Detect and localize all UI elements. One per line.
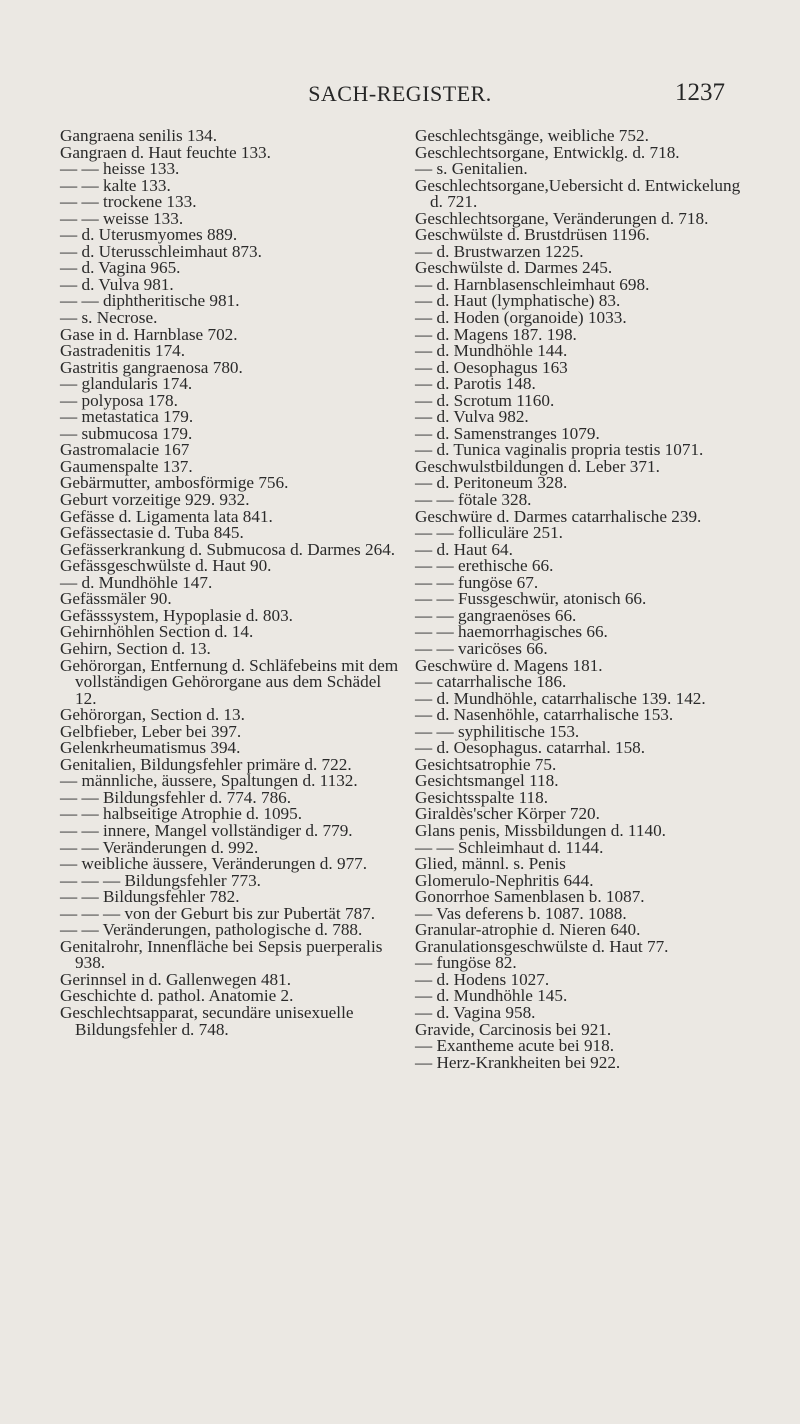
index-entry: — weibliche äussere, Veränderungen d. 977.: [60, 854, 368, 874]
index-entry: — s. Necrose.: [60, 308, 158, 328]
index-column-left: [60, 128, 400, 1038]
index-entry: — d. Mundhöhle 145.: [415, 986, 568, 1006]
index-entry: Geschwüre d. Darmes catarrhalische 239.: [415, 506, 702, 526]
index-entry: Geburt vorzeitige 929. 932.: [60, 490, 250, 510]
index-entry: — — folliculäre 251.: [415, 523, 563, 543]
index-entry: Gefässerkrankung d. Submucosa d. Darmes 264.: [60, 539, 396, 559]
index-entry: — d. Uterusschleimhaut 873.: [60, 241, 262, 261]
index-entry: — d. Nasenhöhle, catarrhalische 153.: [415, 705, 674, 725]
index-entry: — s. Genitalien.: [415, 159, 528, 179]
index-entry: — Exantheme acute bei 918.: [415, 1036, 615, 1056]
index-entry: Gastritis gangraenosa 780.: [60, 357, 243, 377]
index-entry: Gefässmäler 90.: [60, 589, 172, 609]
index-entry: — — — Bildungsfehler 773.: [60, 870, 261, 890]
index-entry: — — Veränderungen, pathologische d. 788.: [60, 920, 363, 940]
index-entry: Gangraena senilis 134.: [60, 126, 218, 145]
index-entry: — — heisse 133.: [60, 159, 180, 179]
index-entry: — — Bildungsfehler d. 774. 786.: [60, 787, 292, 807]
index-entry: Gastradenitis 174.: [60, 341, 186, 361]
page-header: [0, 0, 800, 110]
index-entry: — d. Mundhöhle 147.: [60, 572, 213, 592]
index-entry: Granulationsgeschwülste d. Haut 77.: [415, 936, 669, 956]
index-entry: — d. Uterusmyomes 889.: [60, 225, 238, 245]
index-entry: — — diphtheritische 981.: [60, 291, 240, 311]
index-entry: Gehörorgan, Section d. 13.: [60, 705, 245, 725]
index-entry: — — Schleimhaut d. 1144.: [415, 837, 604, 857]
index-entry: Geschlechtsgänge, weibliche 752.: [415, 126, 649, 145]
index-entry: — — innere, Mangel vollständiger d. 779.: [60, 820, 353, 840]
index-entry: — catarrhalische 186.: [415, 672, 567, 692]
index-entry: Geschlechtsorgane, Veränderungen d. 718.: [415, 208, 709, 228]
index-entry: — fungöse 82.: [415, 953, 517, 973]
index-entry: Gastromalacie 167: [60, 440, 190, 460]
index-entry: — glandularis 174.: [60, 374, 193, 394]
index-entry: Gerinnsel in d. Gallenwegen 481.: [60, 969, 292, 989]
index-entry: Geschwüre d. Magens 181.: [415, 655, 603, 675]
index-entry: Gaumenspalte 137.: [60, 456, 193, 476]
index-entry: — d. Parotis 148.: [415, 374, 536, 394]
index-entry: Genitalien, Bildungsfehler primäre d. 722.: [60, 754, 352, 774]
index-entry: Gefässectasie d. Tuba 845.: [60, 523, 244, 543]
index-entry: Gebärmutter, ambosförmige 756.: [60, 473, 289, 493]
index-entry: — männliche, äussere, Spaltungen d. 1132.: [60, 771, 358, 791]
index-entry: — polyposa 178.: [60, 390, 178, 410]
index-entry: — d. Magens 187. 198.: [415, 324, 577, 344]
index-entry: — d. Haut (lymphatische) 83.: [415, 291, 621, 311]
index-entry: Gelbfieber, Leber bei 397.: [60, 721, 242, 741]
index-column-right: [415, 128, 755, 1071]
index-entry: — — fötale 328.: [415, 490, 532, 510]
index-entry: Gravide, Carcinosis bei 921.: [415, 1019, 612, 1039]
index-entry: — d. Vulva 982.: [415, 407, 529, 427]
index-entry: — d. Hodens 1027.: [415, 969, 550, 989]
index-entry: Geschichte d. pathol. Anatomie 2.: [60, 986, 294, 1006]
index-entry: — — Bildungsfehler 782.: [60, 887, 240, 907]
index-entry: Gehirnhöhlen Section d. 14.: [60, 622, 254, 642]
index-entry: — — — von der Geburt bis zur Pubertät 787.: [60, 903, 376, 923]
index-entry: — — gangraenöses 66.: [415, 605, 577, 625]
index-entry: Glans penis, Missbildungen d. 1140.: [415, 820, 666, 840]
index-entry: — — Veränderungen d. 992.: [60, 837, 259, 857]
index-entry: — d. Mundhöhle, catarrhalische 139. 142.: [415, 688, 706, 708]
index-entry: Genitalrohr, Innenfläche bei Sepsis puerperalis 938.: [60, 936, 383, 973]
index-entry: Geschlechtsapparat, secundäre unisexuelle Bildungsfehler d. 748.: [60, 1002, 354, 1039]
index-entry: — d. Tunica vaginalis propria testis 1071.: [415, 440, 704, 460]
index-entry: Geschlechtsorgane,Uebersicht d. Entwickelung d. 721.: [415, 175, 741, 212]
index-entry: Gefässgeschwülste d. Haut 90.: [60, 556, 272, 576]
index-entry: Gesichtsatrophie 75.: [415, 754, 557, 774]
index-entry: — Vas deferens b. 1087. 1088.: [415, 903, 627, 923]
index-entry: — — varicöses 66.: [415, 638, 548, 658]
index-entry: — — fungöse 67.: [415, 572, 539, 592]
index-entry: — d. Brustwarzen 1225.: [415, 241, 584, 261]
index-entry: — — erethische 66.: [415, 556, 554, 576]
index-entry: Glomerulo-Nephritis 644.: [415, 870, 594, 890]
index-entry: Gelenkrheumatismus 394.: [60, 738, 241, 758]
index-entry: — — haemorrhagisches 66.: [415, 622, 608, 642]
index-entry: — d. Oesophagus 163: [415, 357, 568, 377]
index-entry: — d. Vagina 958.: [415, 1002, 536, 1022]
index-entry: — d. Vagina 965.: [60, 258, 181, 278]
index-entry: Gesichtsmangel 118.: [415, 771, 559, 791]
index-entry: Gonorrhoe Samenblasen b. 1087.: [415, 887, 645, 907]
index-entry: Granular-atrophie d. Nieren 640.: [415, 920, 641, 940]
index-entry: — d. Oesophagus. catarrhal. 158.: [415, 738, 646, 758]
index-entry: — — trockene 133.: [60, 192, 197, 212]
index-entry: Geschlechtsorgane, Entwicklg. d. 718.: [415, 142, 680, 162]
index-entry: Geschwulstbildungen d. Leber 371.: [415, 456, 660, 476]
index-entry: — d. Harnblasenschleimhaut 698.: [415, 274, 650, 294]
index-entry: — d. Haut 64.: [415, 539, 513, 559]
index-entry: — — kalte 133.: [60, 175, 171, 195]
index-entry: Gehörorgan, Entfernung d. Schläfebeins mit dem vollständigen Gehörorgane aus dem Schädel 12.: [60, 655, 399, 708]
index-entry: — — weisse 133.: [60, 208, 184, 228]
index-entry: Gesichtsspalte 118.: [415, 787, 549, 807]
index-entry: Geschwülste d. Brustdrüsen 1196.: [415, 225, 650, 245]
index-entry: Gehirn, Section d. 13.: [60, 638, 211, 658]
index-entry: — — syphilitische 153.: [415, 721, 580, 741]
index-entry: — d. Peritoneum 328.: [415, 473, 568, 493]
index-entry: — d. Hoden (organoide) 1033.: [415, 308, 627, 328]
index-entry: — d. Vulva 981.: [60, 274, 174, 294]
index-entry: — submucosa 179.: [60, 423, 193, 443]
index-entry: Gangraen d. Haut feuchte 133.: [60, 142, 271, 162]
index-entry: — metastatica 179.: [60, 407, 194, 427]
index-entry: Geschwülste d. Darmes 245.: [415, 258, 613, 278]
index-entry: — d. Scrotum 1160.: [415, 390, 555, 410]
index-entry: — — Fussgeschwür, atonisch 66.: [415, 589, 647, 609]
page-number: 1237: [675, 79, 725, 106]
index-entry: Glied, männl. s. Penis: [415, 854, 566, 874]
index-entry: Gase in d. Harnblase 702.: [60, 324, 238, 344]
index-entry: Gefässsystem, Hypoplasie d. 803.: [60, 605, 293, 625]
index-entry: — d. Samenstranges 1079.: [415, 423, 600, 443]
page-title: SACH-REGISTER.: [308, 81, 492, 106]
index-entry: — d. Mundhöhle 144.: [415, 341, 568, 361]
index-entry: — — halbseitige Atrophie d. 1095.: [60, 804, 303, 824]
index-entry: Giraldès'scher Körper 720.: [415, 804, 600, 824]
index-entry: Gefässe d. Ligamenta lata 841.: [60, 506, 273, 526]
index-entry: — Herz-Krankheiten bei 922.: [415, 1052, 621, 1072]
